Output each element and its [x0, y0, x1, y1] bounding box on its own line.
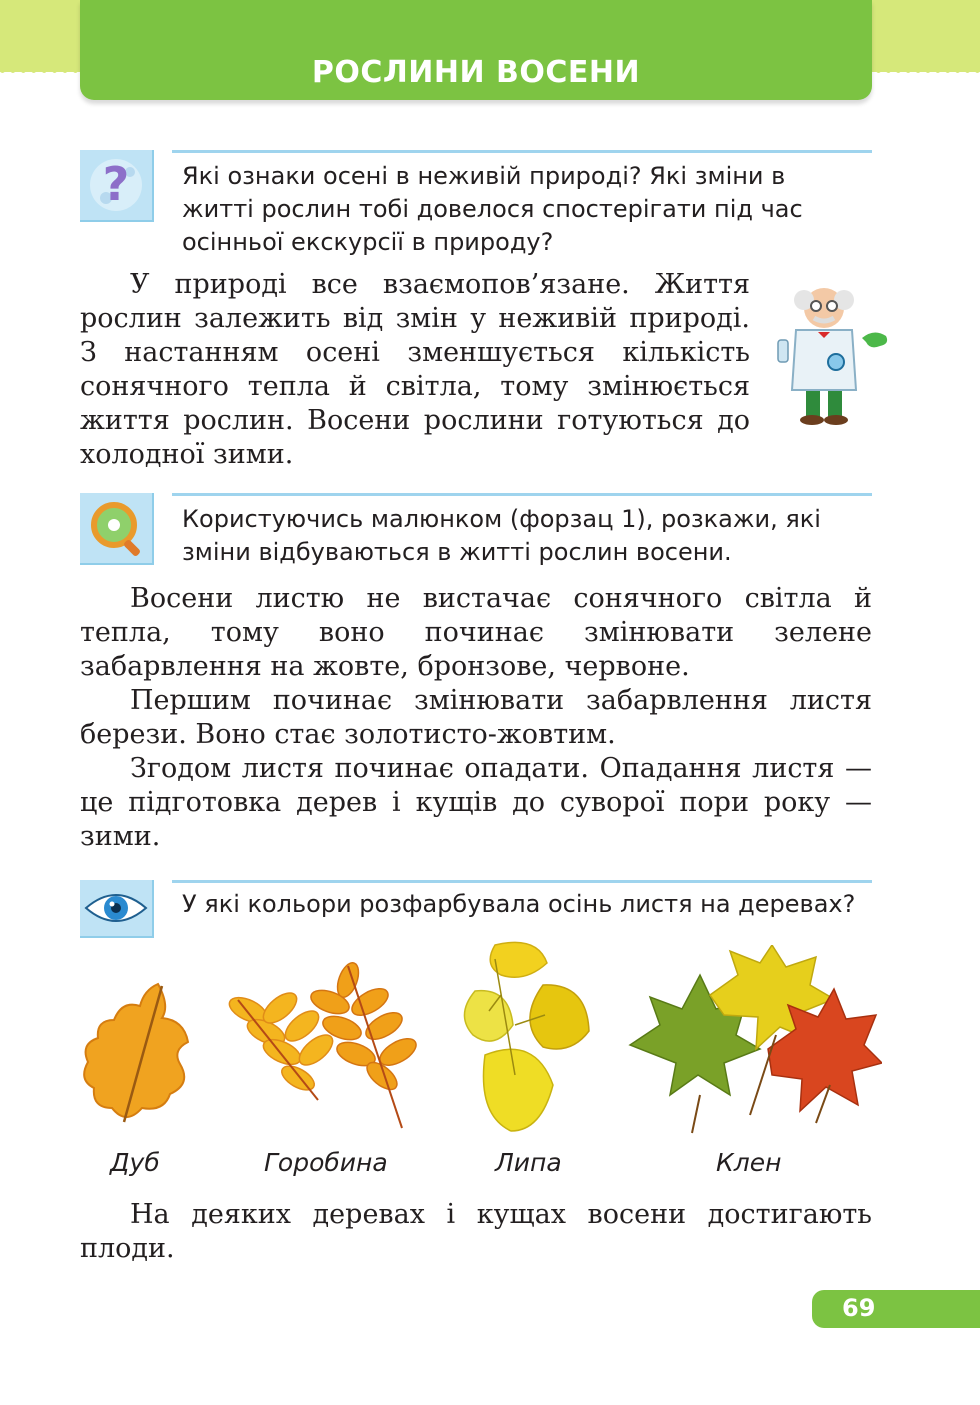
- professor-illustration: [770, 272, 898, 427]
- question-icon: [80, 150, 154, 222]
- svg-text:?: ?: [102, 157, 130, 211]
- caption-linden: Липа: [495, 1148, 562, 1177]
- caption-maple: Клен: [716, 1148, 782, 1177]
- body-paragraph-2: Першим починає змінювати забарвлення листя берези. Воно стає золотисто-жовтим.: [80, 685, 872, 750]
- caption-rowan: Горобина: [264, 1148, 388, 1177]
- closing-paragraph: [80, 1198, 872, 1266]
- magnifier-icon: [80, 493, 154, 565]
- page-number-tab: [812, 1290, 980, 1328]
- intro-text: У природі все взаємопов’язане. Життя рослин залежить від змін у неживій природі. З настанням осені зменшується кількість сонячного тепла й світла, тому змінюється життя рослин. Восени рослини готуються до холодної зими.: [80, 269, 750, 470]
- page-number: 69: [842, 1294, 876, 1322]
- linden-leaves-image: [455, 935, 595, 1135]
- body-paragraph-3: Згодом листя починає опадати. Опадання листя — це підготовка дерев і кущів до суворої пори року — зими.: [80, 753, 872, 852]
- task-observe: [80, 493, 872, 573]
- task-question-text: Які ознаки осені в неживій природі? Які зміни в житті рослин тобі довелося спостерігати під час осінньої екскурсії в природу?: [182, 162, 803, 256]
- task-eye-text: У які кольори розфарбувала осінь листя на деревах?: [182, 890, 856, 918]
- task-rule: [172, 150, 872, 153]
- page-title: РОСЛИНИ ВОСЕНИ: [311, 55, 641, 90]
- header-band-left: [0, 0, 80, 72]
- intro-paragraph: [80, 268, 750, 472]
- rowan-leaves-image: [218, 960, 433, 1130]
- header-band-right: [870, 0, 980, 72]
- body-paragraph-1: Восени листю не вистачає сонячного світла й тепла, тому воно починає змінювати зелене забарвлення на жовте, бронзове, червоне.: [80, 583, 872, 682]
- task-eye: [80, 880, 872, 940]
- title-bar: [80, 0, 872, 100]
- oak-leaf-image: [78, 980, 198, 1130]
- task-question: [80, 150, 872, 256]
- body-paragraphs: [80, 582, 872, 854]
- task-rule: [172, 880, 872, 883]
- caption-oak: Дуб: [110, 1148, 160, 1177]
- header-dots-left: [0, 68, 78, 79]
- closing-text: На деяких деревах і кущах восени достигають плоди.: [80, 1199, 872, 1264]
- header-dots-right: [876, 68, 980, 79]
- task-rule: [172, 493, 872, 496]
- eye-icon: [80, 880, 154, 938]
- maple-leaves-image: [620, 945, 882, 1135]
- task-observe-text: Користуючись малюнком (форзац 1), розкажи, які зміни відбуваються в житті рослин восени.: [182, 505, 821, 566]
